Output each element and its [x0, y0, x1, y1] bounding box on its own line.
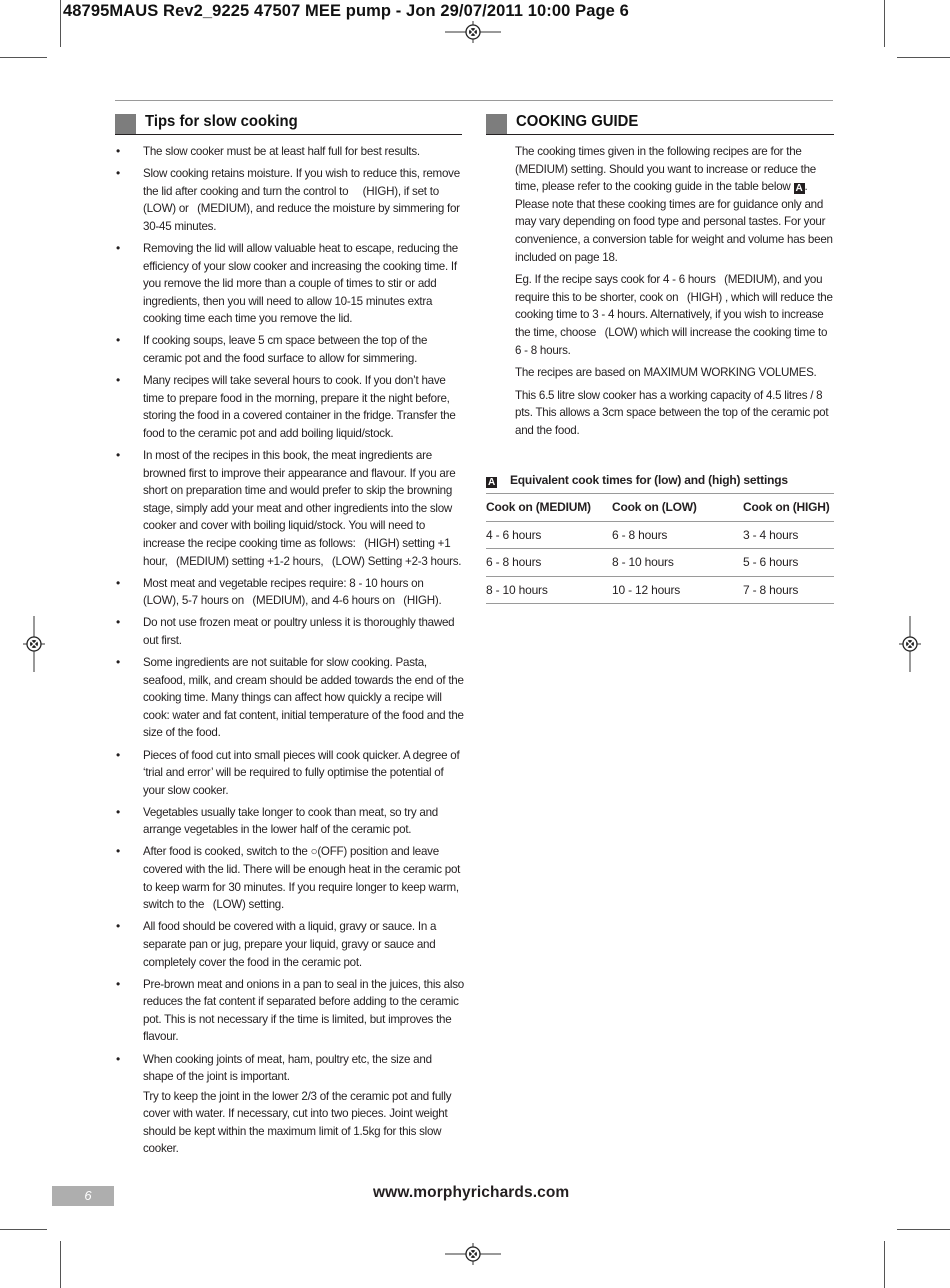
list-item: • Some ingredients are not suitable for slow cooking. Pasta, seafood, milk, and cream should be added towards the end of the cooking time. Many things can affect how quickly a recipe will cook: water and fat content, initial temperature of the food and the size of the food. — [116, 655, 464, 740]
list-item: • Do not use frozen meat or poultry unless it is thoroughly thawed out first. — [116, 615, 455, 647]
list-item: • Most meat and vegetable recipes require: 8 - 10 hours on (LOW), 5-7 hours on (MEDIUM), and 4-6 hours on (HIGH). — [116, 575, 442, 608]
list-item: • Removing the lid will allow valuable heat to escape, reducing the efficiency of your slow cooker and increasing the cooking time. If you remove the lid more than a couple of times to stir or add ingredients, then you will need to allow 10-15 minutes extra cooking time each time you remove the lid. — [116, 240, 459, 326]
list-item: • Pieces of food cut into small pieces will cook quicker. A degree of ‘trial and error’ will be required to fully optimise the potential of your slow cooker. — [116, 747, 460, 797]
list-item: • Pre-brown meat and onions in a pan to seal in the juices, this also reduces the fat content if separated before adding to the ceramic pot. This is not necessary if the time is limited, but improves the flavour. — [116, 976, 464, 1044]
page-number: 6 — [84, 1188, 92, 1203]
crop-mark — [0, 57, 47, 58]
tips-heading-text: Tips for slow cooking — [145, 113, 298, 130]
registration-mark-icon — [23, 616, 45, 672]
guide-paragraph-1: The cooking times given in the following recipes are for the (MEDIUM) setting. Should you want to increase or reduce the time, please refer to the cooking guide in the table below A . Please note that these cooking times are for guidance only and may vary depending on food type and personal tastes. For your convenience, a conversion table for weight and volume has been included on page 18. — [515, 145, 833, 264]
joint-paragraph: Try to keep the joint in the lower 2/3 of the ceramic pot and fully cover with water. If necessary, cut into two pieces. Joint weight should be kept within the maximum limit of 1.5kg for this slow cooker. — [143, 1089, 452, 1156]
column-header: Cook on (HIGH) — [743, 494, 834, 522]
table-cell: 4 - 6 hours — [486, 521, 612, 549]
crop-mark — [884, 1241, 885, 1288]
table-a-marker-icon: A — [794, 183, 805, 194]
list-item: • All food should be covered with a liquid, gravy or sauce. In a separate pan or jug, prepare your liquid, gravy or sauce and completely cover the food in the ceramic pot. — [116, 919, 437, 969]
crop-mark — [60, 0, 61, 47]
tips-heading — [115, 114, 462, 135]
heading-square-icon — [486, 114, 507, 134]
table-cell: 7 - 8 hours — [743, 576, 834, 604]
table-cell: 3 - 4 hours — [743, 521, 834, 549]
crop-mark — [0, 1229, 47, 1230]
guide-paragraph-3: The recipes are based on MAXIMUM WORKING VOLUMES. — [515, 366, 817, 380]
registration-mark-icon — [899, 616, 921, 672]
cook-times-table — [486, 493, 834, 604]
list-item: • When cooking joints of meat, ham, poultry etc, the size and shape of the joint is important. — [116, 1051, 432, 1084]
table-header-row — [486, 494, 834, 522]
list-item: • Vegetables usually take longer to cook than meat, so try and arrange vegetables in the lower half of the ceramic pot. — [116, 804, 439, 837]
column-header: Cook on (LOW) — [612, 494, 743, 522]
list-item: • Many recipes will take several hours to cook. If you don’t have time to prepare food in the morning, prepare it the night before, storing the food in a covered container in the fridge. Transfer the food to the ceramic pot and add boiling liquid/stock. — [116, 373, 456, 440]
website-url: www.morphyrichards.com — [373, 1184, 570, 1201]
table-cell: 8 - 10 hours — [612, 549, 743, 577]
registration-mark-icon — [445, 21, 501, 43]
table-row — [486, 549, 834, 577]
top-rule — [115, 100, 833, 101]
guide-text — [515, 143, 835, 445]
guide-paragraph-2: Eg. If the recipe says cook for 4 - 6 hours (MEDIUM), and you require this to be shorter, cook on (HIGH) , which will reduce the cooking time to 3 - 4 hours. Alternatively, if you wish to increase the time, choose (LOW) which will increase the cooking time to 6 - 8 hours. — [515, 273, 833, 357]
guide-paragraph-4: This 6.5 litre slow cooker has a working capacity of 4.5 litres / 8 pts. This allows a 3cm space between the top of the ceramic pot and the food. — [515, 388, 829, 437]
heading-square-icon — [115, 114, 136, 134]
table-cell: 10 - 12 hours — [612, 576, 743, 604]
crop-mark — [884, 0, 885, 47]
list-item: • If cooking soups, leave 5 cm space between the top of the ceramic pot and the food surface to allow for simmering. — [116, 333, 428, 366]
table-cell: 6 - 8 hours — [486, 549, 612, 577]
guide-heading-text: COOKING GUIDE — [516, 113, 639, 130]
tips-list — [115, 143, 465, 1158]
table-cell: 5 - 6 hours — [743, 549, 834, 577]
table-cell: 8 - 10 hours — [486, 576, 612, 604]
print-slug: 48795MAUS Rev2_9225 47507 MEE pump - Jon 29/07/2011 10:00 Page 6 — [63, 2, 629, 20]
list-item: • In most of the recipes in this book, the meat ingredients are browned first to improve their appearance and flavour. If you are short on preparation time and would prefer to skip the browning stage, simply add your meat and other ingredients into the slow cooker and cover with boiling liquid/stock. You will need to increase the recipe cooking time as follows: (HIGH) setting +1 hour, (MEDIUM) setting +1-2 hours, (LOW) Setting +2-3 hours. — [116, 448, 462, 568]
list-item: • The slow cooker must be at least half full for best results. — [116, 144, 420, 158]
column-header: Cook on (MEDIUM) — [486, 494, 612, 522]
registration-mark-icon — [445, 1243, 501, 1265]
table-a-marker-icon: A — [487, 477, 496, 488]
table-row — [486, 576, 834, 604]
table-title: A Equivalent cook times for (low) and (high) settings — [487, 473, 788, 488]
table-cell: 6 - 8 hours — [612, 521, 743, 549]
crop-mark — [897, 1229, 950, 1230]
list-item: • After food is cooked, switch to the ○(OFF) position and leave covered with the lid. There will be enough heat in the ceramic pot to keep warm for 30 minutes. If you require longer to keep warm, switch to the (LOW) setting. — [116, 844, 461, 912]
table-row — [486, 521, 834, 549]
list-item: • Slow cooking retains moisture. If you wish to reduce this, remove the lid after cooking and turn the control to (HIGH), if set to (LOW) or (MEDIUM), and reduce the moisture by simmering for 30-45 minutes. — [116, 166, 460, 233]
guide-heading — [486, 114, 834, 135]
crop-mark — [60, 1241, 61, 1288]
crop-mark — [897, 57, 950, 58]
